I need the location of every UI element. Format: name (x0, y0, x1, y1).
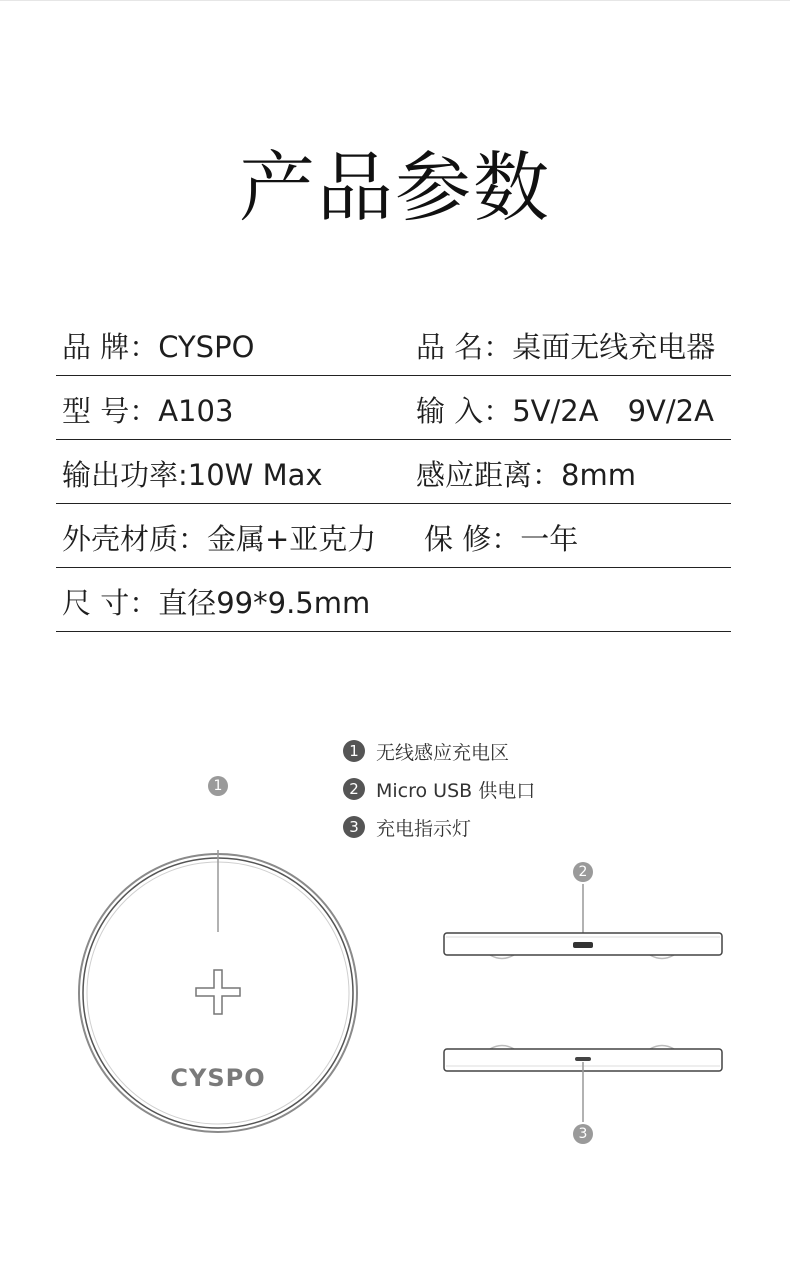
callout-usb-port: 2 (573, 862, 593, 882)
charger-side-view-usb (444, 884, 722, 959)
spec-row (56, 316, 731, 376)
spec-row (56, 504, 731, 568)
spec-model: 型 号：A103 (62, 394, 234, 428)
charger-top-view (79, 850, 357, 1132)
spec-output-power: 输出功率:10W Max (62, 458, 323, 492)
indicator-light-icon (575, 1057, 591, 1061)
legend-item (343, 732, 535, 770)
spec-row (56, 376, 731, 440)
legend-item (343, 770, 535, 808)
spec-warranty: 保 修：一年 (424, 522, 579, 556)
top-divider (0, 0, 790, 1)
brand-logo: CYSPO (170, 1064, 266, 1092)
number-badge: 3 (343, 816, 365, 838)
spec-material: 外壳材质：金属+亚克力 (62, 522, 377, 556)
spec-sensing-distance: 感应距离：8mm (416, 458, 636, 492)
spec-row (56, 440, 731, 504)
legend-text: 无线感应充电区 (376, 741, 510, 764)
page-title: 产品参数 (239, 143, 551, 232)
spec-table (56, 316, 731, 632)
legend-text: Micro USB 供电口 (376, 779, 536, 802)
legend-item (343, 808, 535, 846)
feature-legend (343, 732, 535, 846)
spec-product-name: 品 名：桌面无线充电器 (416, 330, 716, 364)
callout-charging-area: 1 (208, 776, 228, 796)
legend-text: 充电指示灯 (376, 817, 472, 840)
usb-port-icon (573, 942, 593, 948)
spec-size: 尺 寸：直径99*9.5mm (62, 586, 371, 620)
number-badge: 2 (343, 778, 365, 800)
spec-brand: 品 牌：CYSPO (62, 330, 255, 364)
product-illustration (0, 850, 790, 1150)
charger-side-view-indicator (444, 1046, 722, 1123)
spec-row (56, 568, 731, 632)
number-badge: 1 (343, 740, 365, 762)
callout-indicator: 3 (573, 1124, 593, 1144)
spec-input: 输 入：5V/2A 9V/2A (416, 394, 714, 428)
